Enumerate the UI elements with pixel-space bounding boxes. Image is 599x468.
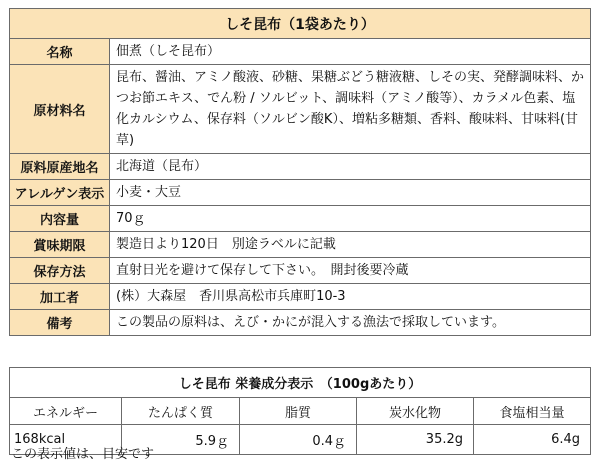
info-row-name — [10, 39, 591, 65]
info-label: アレルゲン表示 — [10, 180, 110, 206]
nutrition-header: エネルギー — [10, 398, 122, 425]
nutrition-value: 6.4g — [474, 425, 591, 455]
nutrition-value: 5.9ｇ — [122, 425, 240, 455]
info-row-processor — [10, 284, 591, 310]
nutrition-header: 食塩相当量 — [474, 398, 591, 425]
info-row-allergen — [10, 180, 591, 206]
info-label: 名称 — [10, 39, 110, 65]
info-label: 原材料名 — [10, 65, 110, 154]
info-label: 保存方法 — [10, 258, 110, 284]
info-label: 備考 — [10, 310, 110, 336]
product-info-table — [9, 8, 591, 336]
nutrition-value: 0.4ｇ — [240, 425, 357, 455]
info-label: 内容量 — [10, 206, 110, 232]
nutrition-header-row — [10, 398, 591, 425]
info-value: この製品の原料は、えび・かにが混入する漁法で採取しています。 — [110, 310, 591, 336]
info-row-storage — [10, 258, 591, 284]
nutrition-value: 168kcal — [10, 425, 122, 455]
nutrition-title: しそ昆布 栄養成分表示 （100gあたり） — [10, 368, 591, 398]
nutrition-header: たんぱく質 — [122, 398, 240, 425]
product-title: しそ昆布（1袋あたり） — [10, 9, 591, 39]
info-value: 小麦・大豆 — [110, 180, 591, 206]
nutrition-table — [9, 367, 591, 455]
info-row-origin — [10, 154, 591, 180]
nutrition-value: 35.2g — [357, 425, 474, 455]
info-value: 佃煮（しそ昆布） — [110, 39, 591, 65]
info-row-content — [10, 206, 591, 232]
footnote: この表示値は、目安です — [11, 447, 155, 462]
info-label: 原料原産地名 — [10, 154, 110, 180]
info-row-expiry — [10, 232, 591, 258]
info-value: 昆布、醤油、アミノ酸液、砂糖、果糖ぶどう糖液糖、しその実、発酵調味料、かつお節エキス、でん粉 / ソルビット、調味料（アミノ酸等）、カラメル色素、塩化カルシウム、保存料（ソルビン酸K）、増粘多糖類、香料、酸味料、甘味料(甘草) — [110, 65, 591, 154]
info-value: 直射日光を避けて保存して下さい。 開封後要冷蔵 — [110, 258, 591, 284]
info-value: 70ｇ — [110, 206, 591, 232]
info-row-ingredients — [10, 65, 591, 154]
info-value: (株）大森屋 香川県高松市兵庫町10-3 — [110, 284, 591, 310]
info-label: 賞味期限 — [10, 232, 110, 258]
nutrition-header: 炭水化物 — [357, 398, 474, 425]
nutrition-header: 脂質 — [240, 398, 357, 425]
info-row-remarks — [10, 310, 591, 336]
info-value: 製造日より120日 別途ラベルに記載 — [110, 232, 591, 258]
info-value: 北海道（昆布） — [110, 154, 591, 180]
info-label: 加工者 — [10, 284, 110, 310]
